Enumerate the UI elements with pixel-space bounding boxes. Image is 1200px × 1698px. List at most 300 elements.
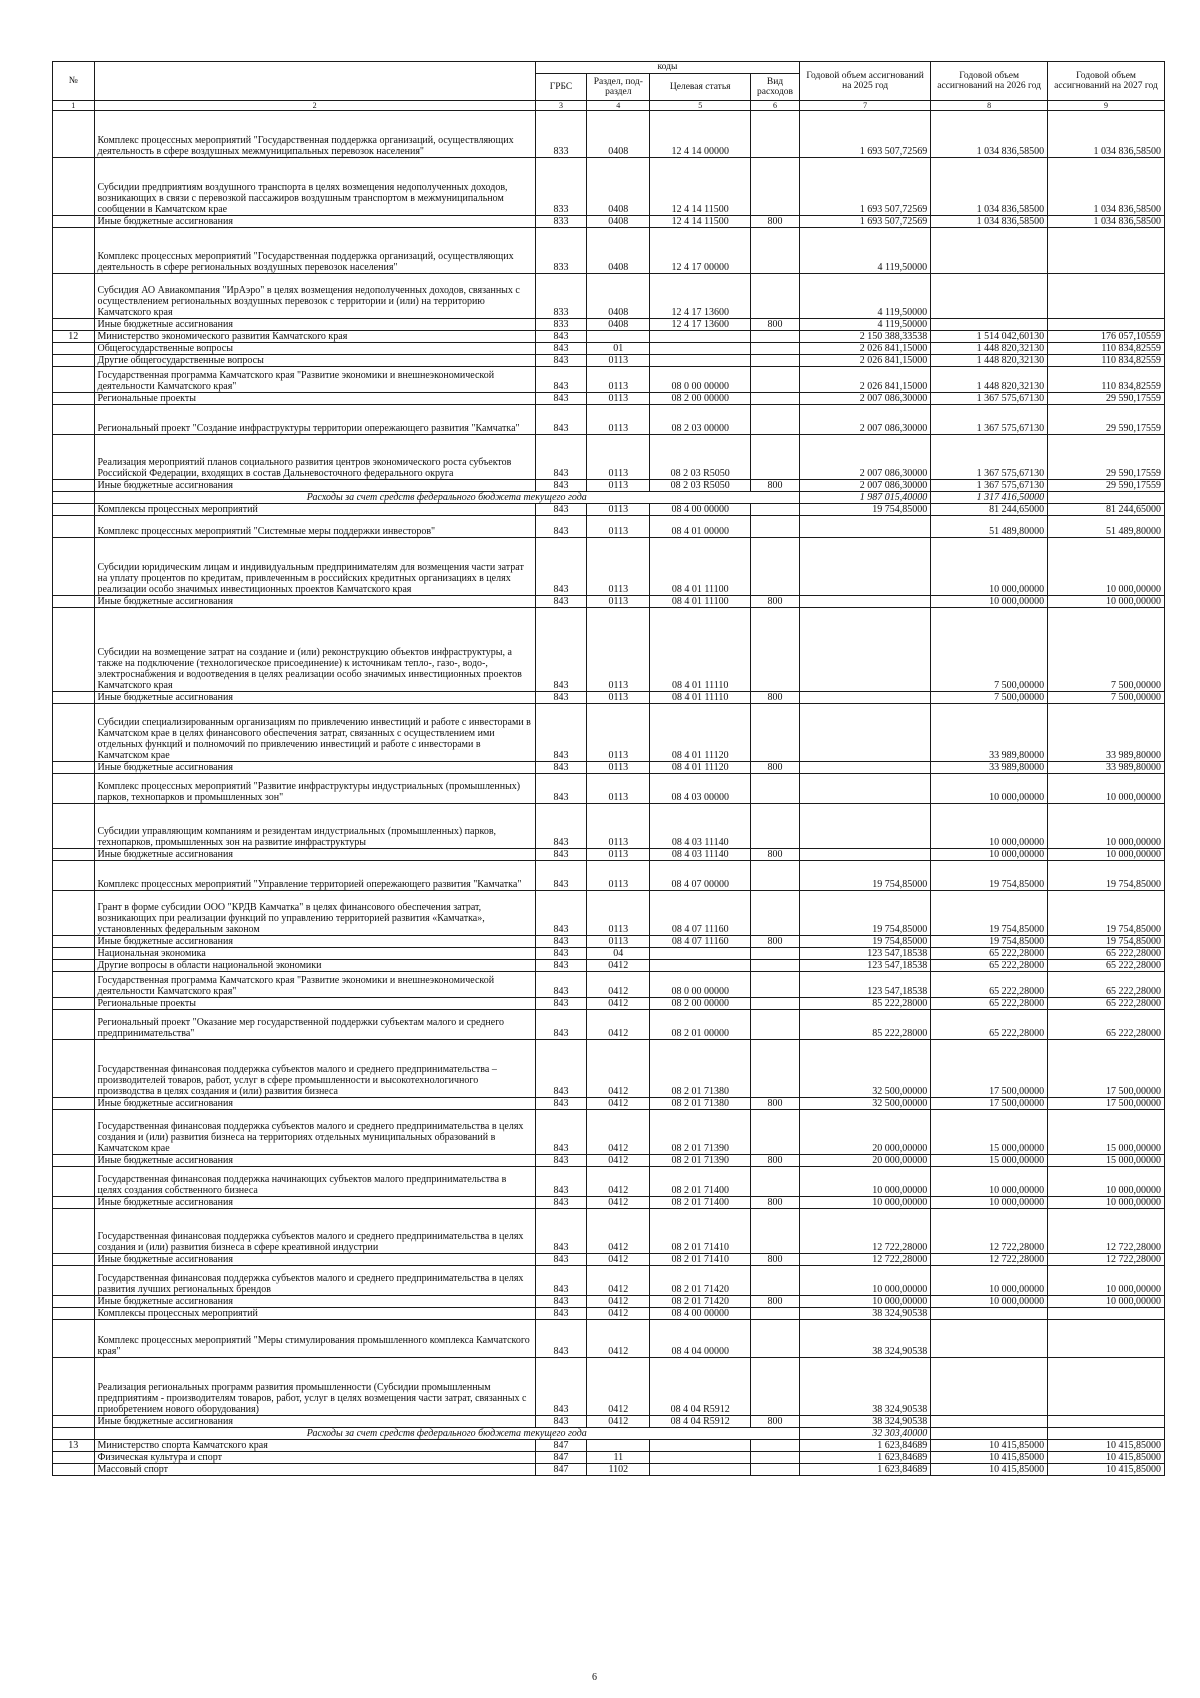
cell-name: Комплекс процессных мероприятий "Меры стимулирования промышленного комплекса Камчатского края" bbox=[94, 1320, 535, 1358]
cell-2027: 17 500,00000 bbox=[1048, 1098, 1165, 1110]
cell-name: Иные бюджетные ассигнования bbox=[94, 596, 535, 608]
table-row bbox=[53, 948, 1165, 960]
cell-target: 08 4 01 11120 bbox=[650, 762, 750, 774]
cell-grbs: 843 bbox=[535, 608, 586, 692]
cell-expense-type bbox=[750, 1110, 799, 1155]
cell-2027 bbox=[1048, 274, 1165, 319]
cell-2027: 10 000,00000 bbox=[1048, 774, 1165, 804]
cell-name: Массовый спорт bbox=[94, 1464, 535, 1476]
cell-2027: 65 222,28000 bbox=[1048, 948, 1165, 960]
cell-name: Иные бюджетные ассигнования bbox=[94, 936, 535, 948]
cell-expense-type: 800 bbox=[750, 216, 799, 228]
cell-expense-type: 800 bbox=[750, 1098, 799, 1110]
cell-2026 bbox=[931, 1358, 1048, 1416]
cell-number: 13 bbox=[53, 1440, 95, 1452]
cell-expense-type bbox=[750, 111, 799, 158]
cell-2026: 19 754,85000 bbox=[931, 936, 1048, 948]
cell-2025: 19 754,85000 bbox=[800, 936, 931, 948]
cell-expense-type bbox=[750, 998, 799, 1010]
cell-2027: 10 000,00000 bbox=[1048, 1296, 1165, 1308]
cell-expense-type: 800 bbox=[750, 936, 799, 948]
cell-2027: 12 722,28000 bbox=[1048, 1209, 1165, 1254]
cell-2025: 2 026 841,15000 bbox=[800, 343, 931, 355]
cell-number bbox=[53, 319, 95, 331]
cell-2027: 10 000,00000 bbox=[1048, 1266, 1165, 1296]
cell-target bbox=[650, 1452, 750, 1464]
cell-number bbox=[53, 1358, 95, 1416]
cell-expense-type bbox=[750, 367, 799, 393]
cell-expense-type bbox=[750, 1167, 799, 1197]
cell-expense-type bbox=[750, 948, 799, 960]
cell-2026: 17 500,00000 bbox=[931, 1040, 1048, 1098]
table-row bbox=[53, 228, 1165, 274]
cell-grbs: 847 bbox=[535, 1452, 586, 1464]
cell-2027: 110 834,82559 bbox=[1048, 367, 1165, 393]
cell-2025: 123 547,18538 bbox=[800, 960, 931, 972]
cell-expense-type bbox=[750, 1320, 799, 1358]
table-row bbox=[53, 1320, 1165, 1358]
cell-2027: 10 000,00000 bbox=[1048, 596, 1165, 608]
cell-section: 0113 bbox=[587, 849, 650, 861]
federal-funds-row bbox=[53, 1428, 1165, 1440]
cell-number bbox=[53, 1320, 95, 1358]
cell-number bbox=[53, 891, 95, 936]
cell-grbs: 843 bbox=[535, 1110, 586, 1155]
cell-name: Государственная финансовая поддержка начинающих субъектов малого предпринимательства в целях создания собственного бизнеса bbox=[94, 1167, 535, 1197]
table-row bbox=[53, 158, 1165, 216]
cell-2027: 17 500,00000 bbox=[1048, 1040, 1165, 1098]
cell-grbs: 833 bbox=[535, 216, 586, 228]
cell-target: 08 2 01 71410 bbox=[650, 1209, 750, 1254]
cell-name: Физическая культура и спорт bbox=[94, 1452, 535, 1464]
cell-section: 0113 bbox=[587, 762, 650, 774]
cell-2027: 10 000,00000 bbox=[1048, 804, 1165, 849]
cell-target: 08 4 04 00000 bbox=[650, 1320, 750, 1358]
cell-number bbox=[53, 435, 95, 480]
table-row bbox=[53, 891, 1165, 936]
cell-section: 0412 bbox=[587, 1155, 650, 1167]
cell-2026: 1 034 836,58500 bbox=[931, 158, 1048, 216]
cell-2027: 19 754,85000 bbox=[1048, 891, 1165, 936]
cell-grbs: 843 bbox=[535, 1010, 586, 1040]
cell-section: 0113 bbox=[587, 692, 650, 704]
cell-number bbox=[53, 998, 95, 1010]
cell-2027: 33 989,80000 bbox=[1048, 762, 1165, 774]
cell-2026: 10 415,85000 bbox=[931, 1452, 1048, 1464]
table-row bbox=[53, 1110, 1165, 1155]
cell-2025: 4 119,50000 bbox=[800, 319, 931, 331]
cell-target: 08 4 01 11110 bbox=[650, 608, 750, 692]
cell-section: 0412 bbox=[587, 1320, 650, 1358]
cell-section: 0412 bbox=[587, 998, 650, 1010]
cell-number bbox=[53, 111, 95, 158]
cell-grbs: 833 bbox=[535, 274, 586, 319]
cell-target bbox=[650, 960, 750, 972]
cell-2027: 7 500,00000 bbox=[1048, 608, 1165, 692]
cell-section: 0408 bbox=[587, 158, 650, 216]
cell-2026: 65 222,28000 bbox=[931, 948, 1048, 960]
header-expense-type: Вид расходов bbox=[750, 74, 799, 101]
cell-2027: 10 415,85000 bbox=[1048, 1464, 1165, 1476]
cell-name: Субсидии юридическим лицам и индивидуальным предпринимателям для возмещения части затрат на уплату процентов по кредитам, привлеченным в российских кредитных организациях в целях реализации особо значимых инвестиционных проектов Камчатского края bbox=[94, 538, 535, 596]
cell-2026: 1 367 575,67130 bbox=[931, 480, 1048, 492]
cell-grbs: 843 bbox=[535, 960, 586, 972]
cell-2026: 10 000,00000 bbox=[931, 1167, 1048, 1197]
cell-name: Иные бюджетные ассигнования bbox=[94, 1197, 535, 1209]
cell-number bbox=[53, 692, 95, 704]
cell-2027: 19 754,85000 bbox=[1048, 936, 1165, 948]
cell-expense-type bbox=[750, 331, 799, 343]
column-number: 4 bbox=[587, 101, 650, 111]
cell-2026: 81 244,65000 bbox=[931, 504, 1048, 516]
cell-expense-type bbox=[750, 1209, 799, 1254]
cell-2025: 32 500,00000 bbox=[800, 1040, 931, 1098]
table-row bbox=[53, 972, 1165, 998]
cell-grbs: 843 bbox=[535, 861, 586, 891]
column-number: 6 bbox=[750, 101, 799, 111]
cell-section: 0412 bbox=[587, 1010, 650, 1040]
cell-section: 0113 bbox=[587, 804, 650, 849]
cell-2025: 10 000,00000 bbox=[800, 1266, 931, 1296]
cell-name: Комплекс процессных мероприятий "Развитие инфраструктуры индустриальных (промышленных) парков, технопарков и промышленных зон" bbox=[94, 774, 535, 804]
cell-name: Региональный проект "Оказание мер государственной поддержки субъектам малого и среднего предпринимательства" bbox=[94, 1010, 535, 1040]
cell-name: Иные бюджетные ассигнования bbox=[94, 692, 535, 704]
table-row bbox=[53, 1358, 1165, 1416]
cell-2025: 32 500,00000 bbox=[800, 1098, 931, 1110]
cell-number bbox=[53, 936, 95, 948]
cell-name: Иные бюджетные ассигнования bbox=[94, 480, 535, 492]
table-row bbox=[53, 861, 1165, 891]
table-row bbox=[53, 367, 1165, 393]
cell-2026: 65 222,28000 bbox=[931, 972, 1048, 998]
cell-expense-type bbox=[750, 393, 799, 405]
cell-grbs: 843 bbox=[535, 1358, 586, 1416]
cell-expense-type: 800 bbox=[750, 1197, 799, 1209]
header-2026: Годовой объем ассигнований на 2026 год bbox=[931, 62, 1048, 101]
cell-number bbox=[53, 1098, 95, 1110]
table-row bbox=[53, 274, 1165, 319]
cell-2026: 1 367 575,67130 bbox=[931, 393, 1048, 405]
cell-number bbox=[53, 1040, 95, 1098]
cell-target: 08 4 03 00000 bbox=[650, 774, 750, 804]
table-row bbox=[53, 1040, 1165, 1098]
cell-2027: 10 000,00000 bbox=[1048, 1167, 1165, 1197]
cell-section bbox=[587, 1440, 650, 1452]
cell-section: 0113 bbox=[587, 480, 650, 492]
table-row bbox=[53, 1197, 1165, 1209]
cell-2025 bbox=[800, 704, 931, 762]
cell-name: Субсидии управляющим компаниям и резидентам индустриальных (промышленных) парков, технопарков, промышленных зон на развитие инфраструктуры bbox=[94, 804, 535, 849]
cell-number bbox=[53, 504, 95, 516]
table-row bbox=[53, 355, 1165, 367]
cell-2025: 20 000,00000 bbox=[800, 1110, 931, 1155]
cell-2025 bbox=[800, 692, 931, 704]
cell-2025: 38 324,90538 bbox=[800, 1308, 931, 1320]
cell-2026: 17 500,00000 bbox=[931, 1098, 1048, 1110]
cell-2025: 1 693 507,72569 bbox=[800, 216, 931, 228]
cell-2027 bbox=[1048, 492, 1165, 504]
header-grbs: ГРБС bbox=[535, 74, 586, 101]
cell-2025: 85 222,28000 bbox=[800, 998, 931, 1010]
cell-2025 bbox=[800, 538, 931, 596]
cell-target: 08 2 01 71390 bbox=[650, 1155, 750, 1167]
cell-grbs: 843 bbox=[535, 1416, 586, 1428]
cell-2025: 123 547,18538 bbox=[800, 972, 931, 998]
cell-target bbox=[650, 1464, 750, 1476]
cell-2025: 2 007 086,30000 bbox=[800, 480, 931, 492]
cell-name: Государственная финансовая поддержка субъектов малого и среднего предпринимательства в целях создания и (или) развития бизнеса на территориях отдельных муниципальных образований в Камчатском крае bbox=[94, 1110, 535, 1155]
cell-2026: 1 034 836,58500 bbox=[931, 111, 1048, 158]
cell-2025 bbox=[800, 804, 931, 849]
table-row bbox=[53, 692, 1165, 704]
cell-section: 0412 bbox=[587, 1296, 650, 1308]
cell-target: 08 4 07 00000 bbox=[650, 861, 750, 891]
cell-2026: 1 317 416,50000 bbox=[931, 492, 1048, 504]
cell-target: 12 4 17 13600 bbox=[650, 319, 750, 331]
cell-section: 0113 bbox=[587, 355, 650, 367]
cell-target: 08 4 00 00000 bbox=[650, 1308, 750, 1320]
cell-expense-type bbox=[750, 774, 799, 804]
cell-2025: 10 000,00000 bbox=[800, 1197, 931, 1209]
cell-target: 08 2 03 00000 bbox=[650, 405, 750, 435]
cell-target: 08 2 03 R5050 bbox=[650, 435, 750, 480]
cell-section: 0113 bbox=[587, 891, 650, 936]
cell-2025: 12 722,28000 bbox=[800, 1209, 931, 1254]
cell-grbs: 843 bbox=[535, 948, 586, 960]
cell-section: 0113 bbox=[587, 861, 650, 891]
column-number: 2 bbox=[94, 101, 535, 111]
column-number: 8 bbox=[931, 101, 1048, 111]
cell-section: 0113 bbox=[587, 704, 650, 762]
cell-section bbox=[587, 331, 650, 343]
cell-2026: 10 000,00000 bbox=[931, 1296, 1048, 1308]
cell-2025: 2 007 086,30000 bbox=[800, 393, 931, 405]
cell-2026: 10 000,00000 bbox=[931, 538, 1048, 596]
cell-name: Комплексы процессных мероприятий bbox=[94, 504, 535, 516]
cell-grbs: 843 bbox=[535, 516, 586, 538]
cell-target bbox=[650, 1440, 750, 1452]
cell-2025 bbox=[800, 762, 931, 774]
cell-2027: 7 500,00000 bbox=[1048, 692, 1165, 704]
cell-name: Комплексы процессных мероприятий bbox=[94, 1308, 535, 1320]
cell-expense-type: 800 bbox=[750, 480, 799, 492]
cell-number bbox=[53, 492, 95, 504]
cell-2025: 10 000,00000 bbox=[800, 1296, 931, 1308]
cell-section: 0113 bbox=[587, 435, 650, 480]
cell-expense-type bbox=[750, 1440, 799, 1452]
cell-2026: 1 034 836,58500 bbox=[931, 216, 1048, 228]
table-row bbox=[53, 1452, 1165, 1464]
cell-2025: 19 754,85000 bbox=[800, 504, 931, 516]
cell-2025: 19 754,85000 bbox=[800, 861, 931, 891]
cell-target: 08 4 04 R5912 bbox=[650, 1416, 750, 1428]
cell-grbs: 843 bbox=[535, 1266, 586, 1296]
table-row bbox=[53, 608, 1165, 692]
cell-name: Реализация мероприятий планов социального развития центров экономического роста субъектов Российской Федерации, входящих в состав Дальневосточного федерального округа bbox=[94, 435, 535, 480]
cell-section: 0113 bbox=[587, 774, 650, 804]
cell-grbs: 843 bbox=[535, 1296, 586, 1308]
cell-target: 08 0 00 00000 bbox=[650, 972, 750, 998]
cell-number bbox=[53, 274, 95, 319]
cell-grbs: 843 bbox=[535, 435, 586, 480]
cell-name: Национальная экономика bbox=[94, 948, 535, 960]
cell-number bbox=[53, 774, 95, 804]
cell-number bbox=[53, 393, 95, 405]
cell-2025: 123 547,18538 bbox=[800, 948, 931, 960]
cell-number bbox=[53, 960, 95, 972]
cell-target: 08 4 07 11160 bbox=[650, 936, 750, 948]
cell-grbs: 847 bbox=[535, 1440, 586, 1452]
cell-2025 bbox=[800, 774, 931, 804]
cell-2025: 4 119,50000 bbox=[800, 228, 931, 274]
cell-section: 0408 bbox=[587, 319, 650, 331]
cell-target bbox=[650, 948, 750, 960]
cell-2027 bbox=[1048, 1308, 1165, 1320]
cell-2025: 12 722,28000 bbox=[800, 1254, 931, 1266]
cell-2027 bbox=[1048, 1358, 1165, 1416]
page-number: 6 bbox=[592, 1672, 597, 1683]
cell-2026: 65 222,28000 bbox=[931, 960, 1048, 972]
cell-2027 bbox=[1048, 1320, 1165, 1358]
cell-number bbox=[53, 849, 95, 861]
cell-target: 08 2 01 71400 bbox=[650, 1167, 750, 1197]
cell-2026: 12 722,28000 bbox=[931, 1254, 1048, 1266]
cell-2026: 10 415,85000 bbox=[931, 1464, 1048, 1476]
cell-target: 08 2 01 71390 bbox=[650, 1110, 750, 1155]
cell-2026: 1 367 575,67130 bbox=[931, 405, 1048, 435]
cell-target: 08 4 01 11100 bbox=[650, 538, 750, 596]
cell-2027: 1 034 836,58500 bbox=[1048, 216, 1165, 228]
cell-expense-type: 800 bbox=[750, 1155, 799, 1167]
table-row bbox=[53, 960, 1165, 972]
cell-2027: 33 989,80000 bbox=[1048, 704, 1165, 762]
cell-2027 bbox=[1048, 228, 1165, 274]
cell-grbs: 843 bbox=[535, 1167, 586, 1197]
cell-2026: 33 989,80000 bbox=[931, 704, 1048, 762]
cell-2027: 10 000,00000 bbox=[1048, 849, 1165, 861]
cell-name: Расходы за счет средств федерального бюджета текущего года bbox=[94, 492, 800, 504]
cell-2026: 10 000,00000 bbox=[931, 849, 1048, 861]
cell-name: Государственная программа Камчатского края "Развитие экономики и внешнеэкономической деятельности Камчатского края" bbox=[94, 367, 535, 393]
cell-number bbox=[53, 367, 95, 393]
cell-2027: 65 222,28000 bbox=[1048, 998, 1165, 1010]
cell-grbs: 843 bbox=[535, 331, 586, 343]
cell-number bbox=[53, 1010, 95, 1040]
cell-expense-type bbox=[750, 158, 799, 216]
cell-expense-type bbox=[750, 608, 799, 692]
cell-expense-type bbox=[750, 405, 799, 435]
cell-number bbox=[53, 762, 95, 774]
table-row bbox=[53, 1308, 1165, 1320]
cell-section: 0412 bbox=[587, 1167, 650, 1197]
cell-name: Субсидии специализированным организациям по привлечению инвестиций и работе с инвесторами в Камчатском крае в целях финансового обеспечения затрат, связанных с осуществлением ими отдельных функций и полномочий по привлечению инвестиций и работе с инвесторами в Камчатском крае bbox=[94, 704, 535, 762]
cell-grbs: 843 bbox=[535, 343, 586, 355]
table-row bbox=[53, 704, 1165, 762]
cell-expense-type bbox=[750, 435, 799, 480]
cell-name: Субсидии на возмещение затрат на создание и (или) реконструкцию объектов инфраструктуры, а также на подключение (технологическое присоединение) к источникам тепло-, газо-, водо-, электроснабжения и водоотведения в целях реализации особо значимых инвестиционных проектов Камчатского края bbox=[94, 608, 535, 692]
cell-number bbox=[53, 1167, 95, 1197]
cell-section: 0412 bbox=[587, 960, 650, 972]
cell-expense-type bbox=[750, 1010, 799, 1040]
cell-expense-type bbox=[750, 972, 799, 998]
cell-section: 0412 bbox=[587, 1358, 650, 1416]
cell-number bbox=[53, 405, 95, 435]
cell-section: 1102 bbox=[587, 1464, 650, 1476]
cell-2027: 10 415,85000 bbox=[1048, 1440, 1165, 1452]
cell-target: 08 2 00 00000 bbox=[650, 393, 750, 405]
cell-grbs: 843 bbox=[535, 936, 586, 948]
cell-name: Региональный проект "Создание инфраструктуры территории опережающего развития "Камчатка" bbox=[94, 405, 535, 435]
cell-expense-type bbox=[750, 1040, 799, 1098]
cell-grbs: 843 bbox=[535, 1320, 586, 1358]
cell-name: Государственная финансовая поддержка субъектов малого и среднего предпринимательства – производителей товаров, работ, услуг в сфере промышленности и высокотехнологичного производства в целях создания и (или) развития бизнеса bbox=[94, 1040, 535, 1098]
cell-section: 0412 bbox=[587, 1254, 650, 1266]
cell-2027: 29 590,17559 bbox=[1048, 393, 1165, 405]
cell-2026: 1 367 575,67130 bbox=[931, 435, 1048, 480]
cell-2026: 19 754,85000 bbox=[931, 891, 1048, 936]
cell-grbs: 843 bbox=[535, 480, 586, 492]
cell-2027: 29 590,17559 bbox=[1048, 480, 1165, 492]
table-row bbox=[53, 516, 1165, 538]
cell-grbs: 843 bbox=[535, 1308, 586, 1320]
cell-2027: 10 000,00000 bbox=[1048, 1197, 1165, 1209]
cell-2026: 10 415,85000 bbox=[931, 1440, 1048, 1452]
cell-2025: 38 324,90538 bbox=[800, 1358, 931, 1416]
cell-grbs: 847 bbox=[535, 1464, 586, 1476]
cell-name: Иные бюджетные ассигнования bbox=[94, 1416, 535, 1428]
header-target: Целевая статья bbox=[650, 74, 750, 101]
cell-section: 0408 bbox=[587, 274, 650, 319]
column-number: 7 bbox=[800, 101, 931, 111]
cell-grbs: 843 bbox=[535, 774, 586, 804]
cell-name: Региональные проекты bbox=[94, 393, 535, 405]
table-row bbox=[53, 762, 1165, 774]
cell-2026: 15 000,00000 bbox=[931, 1110, 1048, 1155]
cell-expense-type: 800 bbox=[750, 849, 799, 861]
cell-name: Другие вопросы в области национальной экономики bbox=[94, 960, 535, 972]
table-row bbox=[53, 331, 1165, 343]
table-row bbox=[53, 1155, 1165, 1167]
cell-2025: 1 987 015,40000 bbox=[800, 492, 931, 504]
cell-section: 0113 bbox=[587, 596, 650, 608]
table-row bbox=[53, 1254, 1165, 1266]
table-row bbox=[53, 1010, 1165, 1040]
cell-name: Государственная программа Камчатского края "Развитие экономики и внешнеэкономической деятельности Камчатского края" bbox=[94, 972, 535, 998]
cell-2026 bbox=[931, 1308, 1048, 1320]
table-row bbox=[53, 435, 1165, 480]
cell-name: Комплекс процессных мероприятий "Управление территорией опережающего развития "Камчатка" bbox=[94, 861, 535, 891]
cell-2025: 2 007 086,30000 bbox=[800, 435, 931, 480]
cell-section: 11 bbox=[587, 1452, 650, 1464]
cell-expense-type bbox=[750, 1308, 799, 1320]
cell-2025: 1 693 507,72569 bbox=[800, 111, 931, 158]
cell-name: Грант в форме субсидии ООО "КРДВ Камчатка" в целях финансового обеспечения затрат, возникающих при реализации функций по управлению территорией развития «Камчатка», установленных федеральным законом bbox=[94, 891, 535, 936]
cell-2027: 176 057,10559 bbox=[1048, 331, 1165, 343]
table-row bbox=[53, 393, 1165, 405]
cell-name: Иные бюджетные ассигнования bbox=[94, 1098, 535, 1110]
cell-expense-type bbox=[750, 1266, 799, 1296]
cell-2027: 51 489,80000 bbox=[1048, 516, 1165, 538]
cell-section: 0113 bbox=[587, 608, 650, 692]
table-row bbox=[53, 1296, 1165, 1308]
cell-grbs: 843 bbox=[535, 504, 586, 516]
cell-section: 01 bbox=[587, 343, 650, 355]
cell-2026 bbox=[931, 1320, 1048, 1358]
cell-target: 08 4 00 00000 bbox=[650, 504, 750, 516]
cell-name: Комплекс процессных мероприятий "Государственная поддержка организаций, осуществляющих деятельность в сфере региональных воздушных перевозок населения" bbox=[94, 228, 535, 274]
budget-table bbox=[52, 61, 1165, 1476]
cell-2027: 110 834,82559 bbox=[1048, 355, 1165, 367]
